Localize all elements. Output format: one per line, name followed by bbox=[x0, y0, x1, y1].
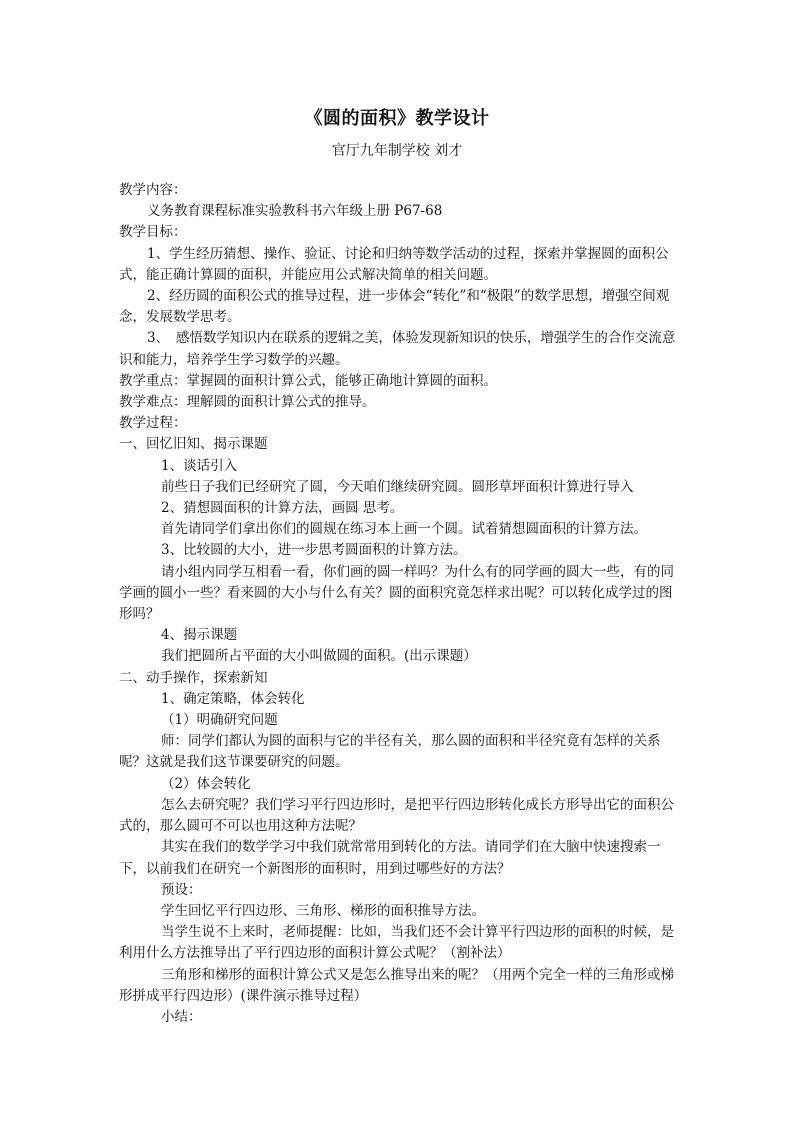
sub-step-heading: （2）体会转化 bbox=[161, 775, 251, 792]
paragraph: 怎么去研究呢？我们学习平行四边形时，是把平行四边形转化成长方形导出它的面积公式的，那么圆可不可以也用这种方法呢？ bbox=[119, 796, 674, 835]
section-label-content: 教学内容： bbox=[119, 182, 187, 198]
paragraph: 首先请同学们拿出你们的圆规在练习本上画一个圆。试着猜想圆面积的计算方法。 bbox=[161, 521, 647, 538]
step-heading: 2、猜想圆面积的计算方法，画圆 思考。 bbox=[161, 500, 404, 517]
step-heading: 1、确定策略，体会转化 bbox=[161, 690, 305, 707]
paragraph: 当学生说不上来时，老师提醒：比如，当我们还不会计算平行四边形的面积的时候，是利用什么方法推导出了平行四边形的面积计算公式呢？（割补法） bbox=[119, 924, 674, 962]
section-label-goals: 教学目标： bbox=[119, 224, 187, 241]
sub-step-heading: （1）明确研究问题 bbox=[161, 712, 278, 729]
document-author: 官厅九年制学校 刘才 bbox=[331, 143, 463, 159]
paragraph: 我们把圆所占平面的大小叫做圆的面积。(出示课题） bbox=[161, 648, 477, 665]
document-body bbox=[119, 180, 681, 1028]
paragraph: 请小组内同学互相看一看，你们画的圆一样吗？为什么有的同学画的圆大一些，有的同学画的圆小一些？看来圆的大小与什么有关？圆的面积究竟怎样求出呢？可以转化成学过的图形吗？ bbox=[119, 563, 674, 623]
section-label-process: 教学过程： bbox=[119, 415, 187, 432]
paragraph: 小结： bbox=[161, 1008, 202, 1025]
difficult-point: 教学难点：理解圆的面积计算公式的推导。 bbox=[119, 394, 376, 411]
paragraph: 三角形和梯形的面积计算公式又是怎么推导出来的呢？（用两个完全一样的三角形或梯形拼成平行四边形）(课件演示推导过程） bbox=[119, 966, 674, 1004]
key-point: 教学重点：掌握圆的面积计算公式，能够正确地计算圆的面积。 bbox=[119, 372, 497, 389]
content-text: 义务教育课程标准实验教科书六年级上册 P67-68 bbox=[147, 203, 443, 220]
part-heading-2: 二、动手操作，探索新知 bbox=[119, 669, 268, 686]
goal-item-3: 3、 感悟数学知识内在联系的逻辑之美，体验发现新知识的快乐，增强学生的合作交流意识和能力，培养学生学习数学的兴趣。 bbox=[119, 330, 676, 368]
paragraph: 前些日子我们已经研究了圆，今天咱们继续研究圆。圆形草坪面积计算进行导入 bbox=[161, 478, 634, 495]
step-heading: 3、比较圆的大小，进一步思考圆面积的计算方法。 bbox=[161, 542, 467, 559]
step-heading: 1、谈话引入 bbox=[161, 457, 238, 474]
paragraph: 学生回忆平行四边形、三角形、梯形的面积推导方法。 bbox=[161, 902, 485, 919]
part-heading-1: 一、回忆旧知、揭示课题 bbox=[119, 436, 268, 453]
goal-item-1: 1、学生经历猜想、操作、验证、讨论和归纳等数学活动的过程，探索并掌握圆的面积公式，能正确计算圆的面积，并能应用公式解决简单的相关问题。 bbox=[119, 245, 669, 283]
paragraph: 师：同学们都认为圆的面积与它的半径有关，那么圆的面积和半径究竟有怎样的关系呢？这就是我们这节课要研究的问题。 bbox=[119, 733, 661, 771]
paragraph: 其实在我们的数学学习中我们就常常用到转化的方法。请同学们在大脑中快速搜索一下，以前我们在研究一个新图形的面积时，用到过哪些好的方法？ bbox=[119, 839, 661, 877]
paragraph: 预设： bbox=[161, 881, 202, 898]
goal-item-2: 2、经历圆的面积公式的推导过程，进一步体会“转化”和“极限”的数学思想，增强空间观念，发展数学思考。 bbox=[119, 288, 670, 326]
step-heading: 4、揭示课题 bbox=[161, 627, 238, 644]
document-title: 《圆的面积》教学设计 bbox=[304, 108, 490, 129]
